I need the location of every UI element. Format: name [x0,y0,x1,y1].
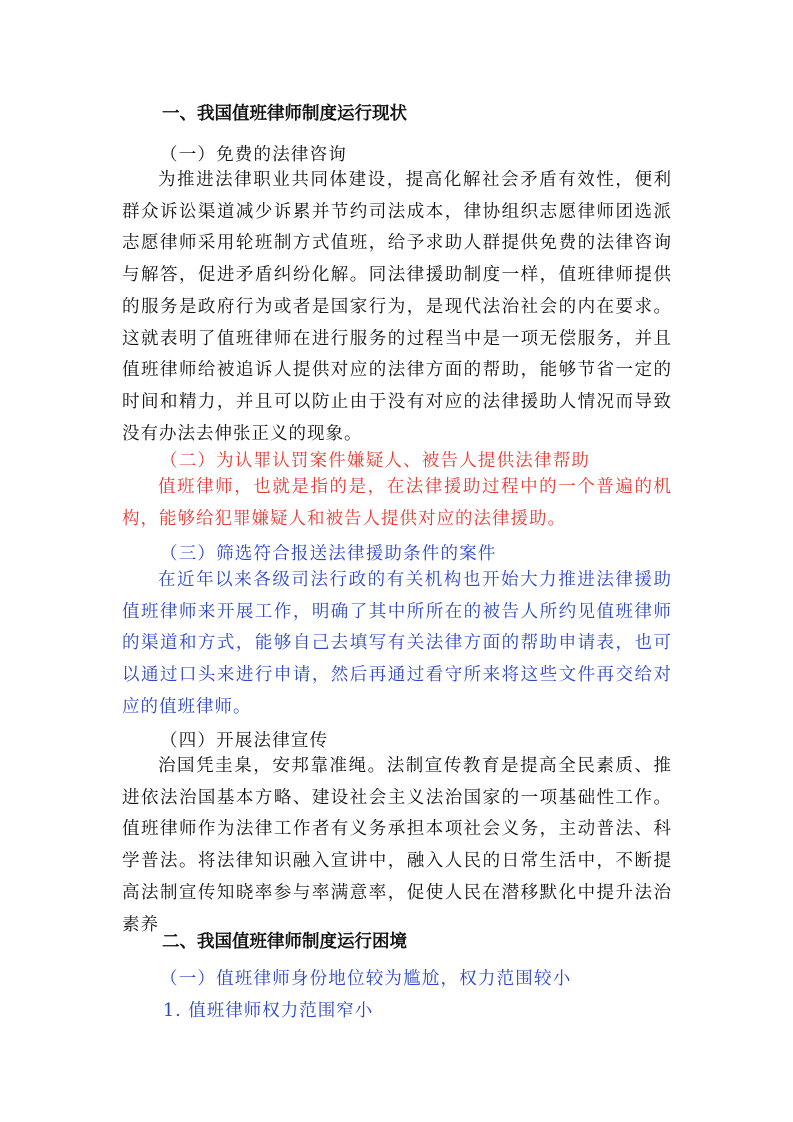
subsection-1-2-paragraph: 值班律师，也就是指的是，在法律援助过程中的一个普遍的机构，能够给犯罪嫌疑人和被告人提供对应的法律援助。 [122,477,672,529]
subsection-1-3-title: （三）筛选符合报送法律援助条件的案件 [160,544,497,564]
section-1-heading: 一、我国值班律师制度运行现状 [162,104,407,124]
subsection-1-4-paragraph: 治国凭圭臬，安邦靠准绳。法制宣传教育是提高全民素质、推进依法治国基本方略、建设社会主义法治国家的一项基础性工作。值班律师作为法律工作者有义务承担本项社会义务，主动普法、科学普法。将法律知识融入宣讲中，融入人民的日常生活中，不断提高法制宣传知晓率参与率满意率，促使人民在潜移默化中提升法治素养 [122,756,672,935]
section-2-heading: 二、我国值班律师制度运行困境 [162,932,407,952]
subsection-1-4-title: （四）开展法律宣传 [160,731,329,751]
subsection-1-2-title: （二）为认罪认罚案件嫌疑人、被告人提供法律帮助 [160,451,591,471]
subsection-2-1-title: （一）值班律师身份地位较为尴尬，权力范围较小 [160,969,572,989]
subsection-1-1-paragraph: 为推进法律职业共同体建设，提高化解社会矛盾有效性，便利群众诉讼渠道减少诉累并节约司法成本，律协组织志愿律师团选派志愿律师采用轮班制方式值班，给予求助人群提供免费的法律咨询与解答，促进矛盾纠纷化解。同法律援助制度一样，值班律师提供的服务是政府行为或者是国家行为，是现代法治社会的内在要求。这就表明了值班律师在进行服务的过程当中是一项无偿服务，并且值班律师给被追诉人提供对应的法律方面的帮助，能够节省一定的时间和精力，并且可以防止由于没有对应的法律援助人情况而导致没有办法去伸张正义的现象。 [122,170,672,444]
subsection-1-3-paragraph: 在近年以来各级司法行政的有关机构也开始大力推进法律援助值班律师来开展工作，明确了其中所所在的被告人所约见值班律师的渠道和方式，能够自己去填写有关法律方面的帮助申请表，也可以通过口头来进行申请，然后再通过看守所来将这些文件再交给对应的值班律师。 [122,570,672,717]
list-item-2-1-1: 1. 值班律师权力范围窄小 [163,1001,374,1021]
subsection-1-1-title: （一）免费的法律咨询 [160,145,347,165]
